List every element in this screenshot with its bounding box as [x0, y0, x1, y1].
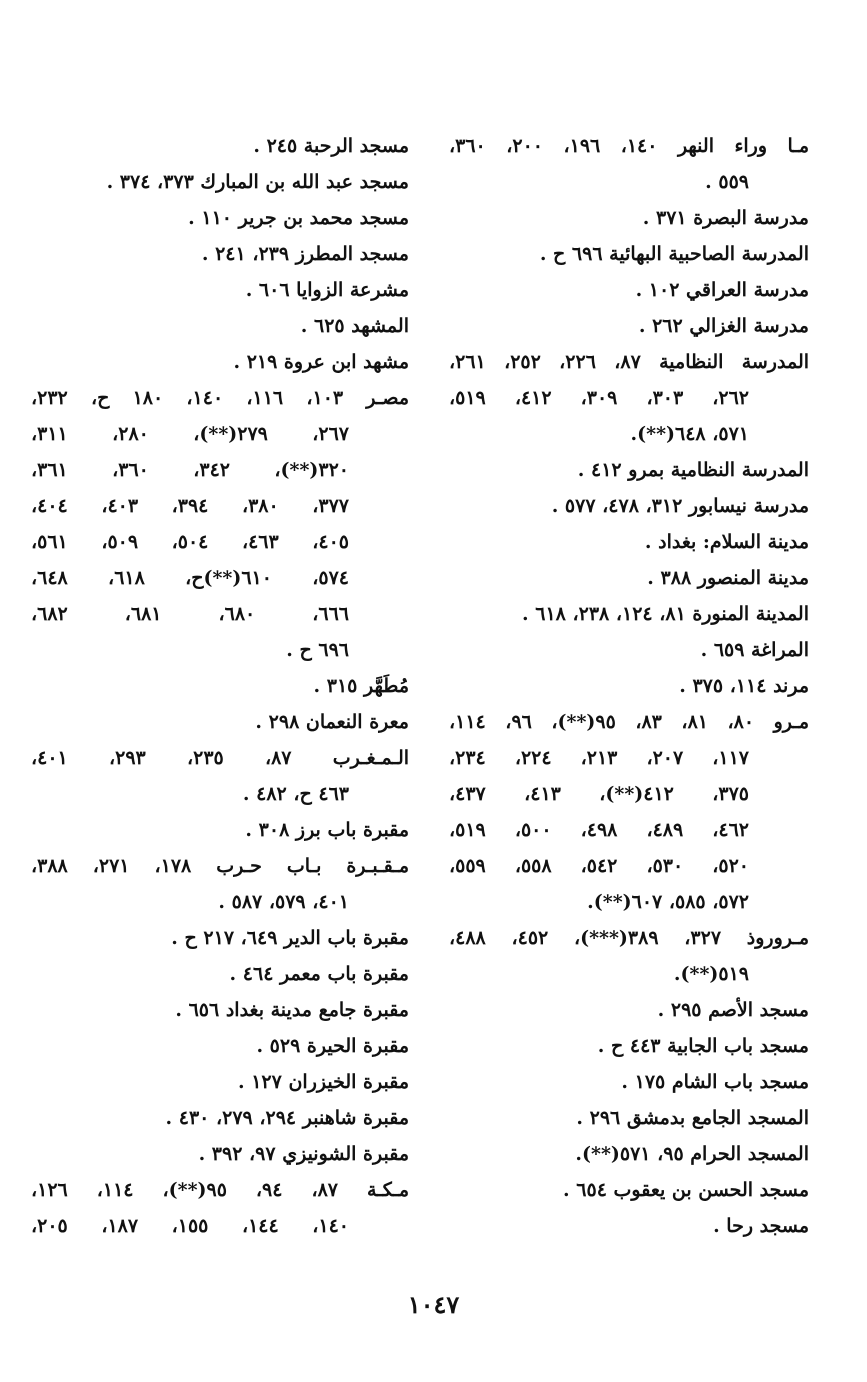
index-entry-continuation: ٤٦٢، ٤٨٩، ٤٩٨، ٥٠٠، ٥١٩،	[449, 819, 750, 841]
index-entry: مدرسة نيسابور ٣١٢، ٤٧٨، ٥٧٧ .	[551, 495, 809, 517]
index-entry: مسجد محمد بن جرير ١١٠ .	[188, 207, 409, 229]
index-entry: مُطَهَّر ٣١٥ .	[313, 675, 409, 697]
index-entry: مقبرة الحيرة ٥٢٩ .	[256, 1035, 409, 1057]
index-entry-continuation: ١٤٠، ١٤٤، ١٥٥، ١٨٧، ٢٠٥،	[31, 1215, 350, 1237]
index-entry: مدينة السلام: بغداد .	[644, 531, 809, 553]
index-entry: المدرسة النظامية ٨٧، ٢٢٦، ٢٥٢، ٢٦١،	[449, 351, 810, 373]
index-entry: المدرسة النظامية بمرو ٤١٢ .	[577, 459, 809, 481]
index-entry: مـقـبـرة بـاب حـرب ١٧٨، ٢٧١، ٣٨٨،	[31, 855, 410, 877]
index-entry: معرة النعمان ٢٩٨ .	[255, 711, 409, 733]
index-entry: مقبرة باب برز ٣٠٨ .	[245, 819, 409, 841]
index-entry: مسجد باب الجابية ٤٤٣ ح .	[597, 1035, 809, 1057]
index-entry: مسجد باب الشام ١٧٥ .	[621, 1071, 809, 1093]
index-entry: المدرسة الصاحبية البهائية ٦٩٦ ح .	[539, 243, 809, 265]
index-entry-continuation: ٣٧٥، ٤١٢(**)، ٤١٣، ٤٣٧،	[449, 783, 749, 805]
index-entry-continuation: ٥٧٤، ٦١٠(**)ح، ٦١٨، ٦٤٨،	[31, 567, 350, 589]
index-entry-continuation: ٥٧٢، ٥٨٥، ٦٠٧(**).	[587, 891, 749, 913]
index-entry: مسجد المطرز ٢٣٩، ٢٤١ .	[201, 243, 409, 265]
index-column-right	[449, 128, 809, 1244]
index-entry-continuation: ٤٠٥، ٤٦٣، ٥٠٤، ٥٠٩، ٥٦١،	[31, 531, 350, 553]
index-entry: مسجد الرحبة ٢٤٥ .	[253, 135, 409, 157]
index-entry: مرند ١١٤، ٣٧٥ .	[679, 675, 809, 697]
index-entry-continuation: ٥٢٠، ٥٣٠، ٥٤٢، ٥٥٨، ٥٥٩،	[449, 855, 750, 877]
index-column-left	[31, 128, 409, 1244]
index-entry: مقبرة باب الدير ٦٤٩، ٢١٧ ح .	[171, 927, 409, 949]
index-entry: المشهد ٦٢٥ .	[300, 315, 409, 337]
index-entry-continuation: ٥٧١، ٦٤٨(**).	[630, 423, 749, 445]
index-entry: مـكـة ٨٧، ٩٤، ٩٥(**)، ١١٤، ١٢٦،	[31, 1179, 409, 1201]
index-entry: مـرو ٨٠، ٨١، ٨٣، ٩٥(**)، ٩٦، ١١٤،	[449, 711, 810, 733]
index-entry: مسجد عبد الله بن المبارك ٣٧٣، ٣٧٤ .	[106, 171, 409, 193]
index-entry: مقبرة شاهنبر ٢٩٤، ٢٧٩، ٤٣٠ .	[165, 1107, 409, 1129]
index-entry: المراغة ٦٥٩ .	[700, 639, 809, 661]
index-entry: الـمـغـرب ٨٧، ٢٣٥، ٢٩٣، ٤٠١،	[31, 747, 410, 769]
index-entry-continuation: ٥٥٩ .	[705, 171, 749, 193]
index-entry-continuation: ٦٦٦، ٦٨٠، ٦٨١، ٦٨٢،	[31, 603, 350, 625]
index-entry-continuation: ٢٦٧، ٢٧٩(**)، ٢٨٠، ٣١١،	[31, 423, 349, 445]
index-entry: مدرسة العراقي ١٠٢ .	[635, 279, 809, 301]
index-entry-continuation: ٤٠١، ٥٧٩، ٥٨٧ .	[218, 891, 349, 913]
index-entry: المدينة المنورة ٨١، ١٢٤، ٢٣٨، ٦١٨ .	[522, 603, 809, 625]
index-entry-continuation: ٦٩٦ ح .	[286, 639, 349, 661]
index-entry: مـروروذ ٣٢٧، ٣٨٩(***)، ٤٥٢، ٤٨٨،	[449, 927, 809, 949]
index-entry: مقبرة الشونيزي ٩٧، ٣٩٢ .	[198, 1143, 409, 1165]
index-entry: مسجد الحسن بن يعقوب ٦٥٤ .	[563, 1179, 809, 1201]
index-entry-continuation: ٤٦٣ ح، ٤٨٢ .	[242, 783, 349, 805]
index-entry-continuation: ٣٢٠(**)، ٣٤٢، ٣٦٠، ٣٦١،	[31, 459, 349, 481]
index-entry: مدينة المنصور ٣٨٨ .	[647, 567, 809, 589]
index-entry: مصـر ١٠٣، ١١٦، ١٤٠، ١٨٠ ح، ٢٣٢،	[31, 387, 410, 409]
page-number: ١٠٤٧	[407, 1290, 460, 1319]
index-entry: مـا وراء النهر ١٤٠، ١٩٦، ٢٠٠، ٣٦٠،	[449, 135, 810, 157]
index-entry: مدرسة البصرة ٣٧١ .	[642, 207, 809, 229]
index-entry: مسجد الأصم ٢٩٥ .	[657, 999, 809, 1021]
index-entry-continuation: ١١٧، ٢٠٧، ٢١٣، ٢٢٤، ٢٣٤،	[449, 747, 750, 769]
index-entry: مشهد ابن عروة ٢١٩ .	[233, 351, 409, 373]
index-entry: مسجد رحا .	[713, 1215, 809, 1237]
index-entry-continuation: ٥١٩(**).	[673, 963, 749, 985]
index-entry: مشرعة الزوايا ٦٠٦ .	[245, 279, 409, 301]
index-entry: مقبرة باب معمر ٤٦٤ .	[229, 963, 409, 985]
index-entry: المسجد الحرام ٩٥، ٥٧١(**).	[575, 1143, 809, 1165]
index-entry: مدرسة الغزالي ٢٦٢ .	[638, 315, 809, 337]
index-entry: مقبرة الخيزران ١٢٧ .	[237, 1071, 409, 1093]
index-entry: المسجد الجامع بدمشق ٢٩٦ .	[576, 1107, 809, 1129]
index-entry: مقبرة جامع مدينة بغداد ٦٥٦ .	[175, 999, 409, 1021]
index-entry-continuation: ٢٦٢، ٣٠٣، ٣٠٩، ٤١٢، ٥١٩،	[449, 387, 750, 409]
index-entry-continuation: ٣٧٧، ٣٨٠، ٣٩٤، ٤٠٣، ٤٠٤،	[31, 495, 350, 517]
